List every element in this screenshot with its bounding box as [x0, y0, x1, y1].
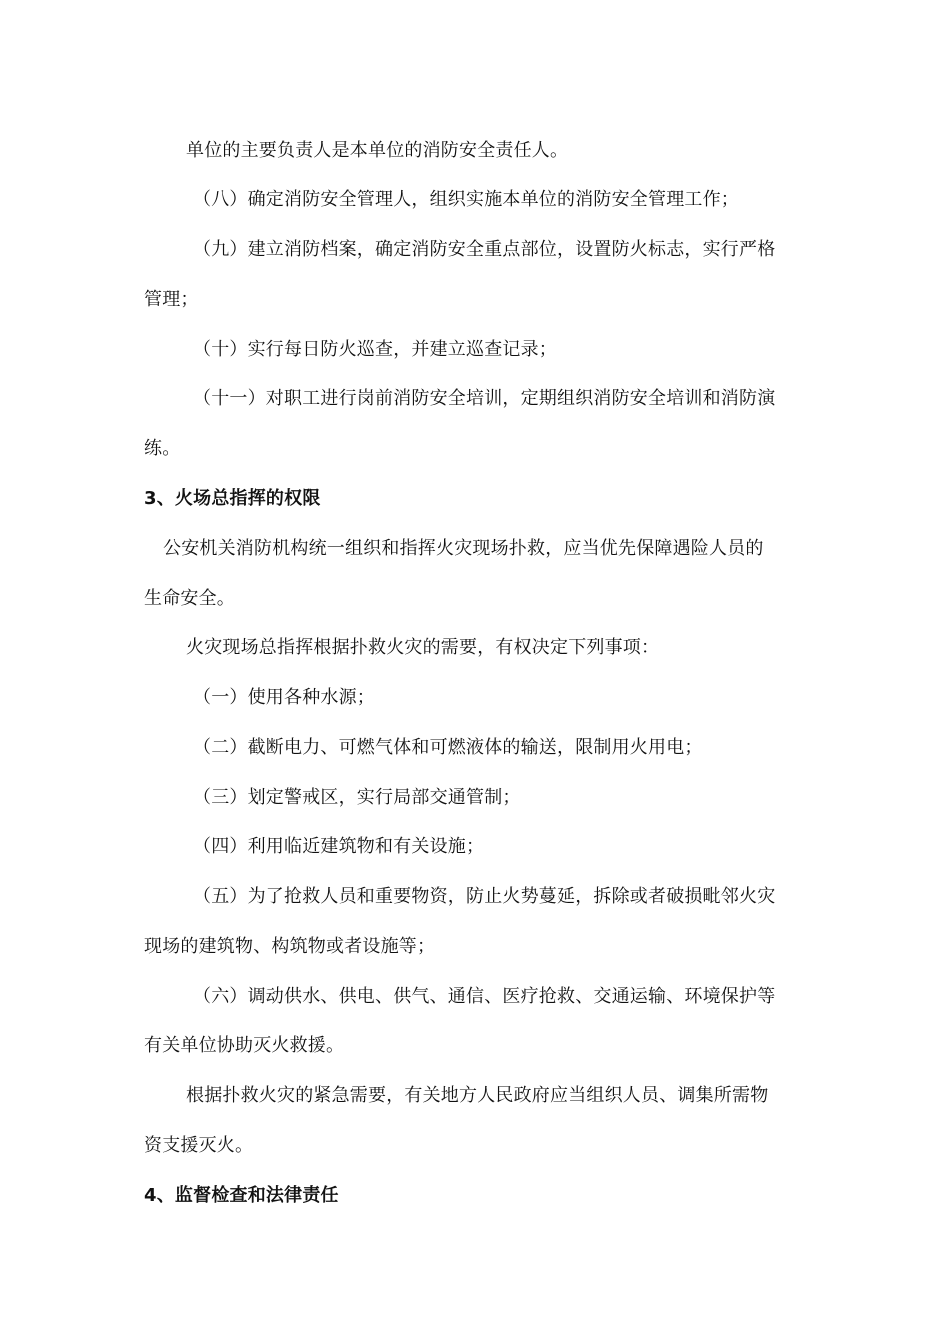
paragraph-line-continued: 资支援灭火。 [144, 1135, 254, 1156]
list-item-2: （二）截断电力、可燃气体和可燃液体的输送，限制用火用电； [193, 737, 703, 758]
list-item-5-continued: 现场的建筑物、构筑物或者设施等； [144, 936, 436, 957]
list-item-9: （九）建立消防档案，确定消防安全重点部位，设置防火标志，实行严格 [193, 239, 776, 260]
list-item-4: （四）利用临近建筑物和有关设施； [193, 836, 485, 857]
list-item-6: （六）调动供水、供电、供气、通信、医疗抢救、交通运输、环境保护等 [193, 986, 776, 1007]
paragraph-line: 单位的主要负责人是本单位的消防安全责任人。 [186, 140, 569, 161]
list-item-6-continued: 有关单位协助灭火救援。 [144, 1035, 345, 1056]
paragraph-line: 根据扑救火灾的紧急需要，有关地方人民政府应当组织人员、调集所需物 [186, 1085, 769, 1106]
list-item-8: （八）确定消防安全管理人，组织实施本单位的消防安全管理工作； [193, 189, 739, 210]
paragraph-line-continued: 生命安全。 [144, 588, 235, 609]
list-item-1: （一）使用各种水源； [193, 687, 375, 708]
list-item-5: （五）为了抢救人员和重要物资，防止火势蔓延，拆除或者破损毗邻火灾 [193, 886, 776, 907]
paragraph-line: 火灾现场总指挥根据扑救火灾的需要，有权决定下列事项： [186, 637, 660, 658]
list-item-3: （三）划定警戒区，实行局部交通管制； [193, 787, 521, 808]
section-heading-3: 3、火场总指挥的权限 [144, 488, 321, 509]
list-item-11: （十一）对职工进行岗前消防安全培训，定期组织消防安全培训和消防演 [193, 388, 776, 409]
list-item-10: （十）实行每日防火巡查，并建立巡查记录； [193, 339, 557, 360]
list-item-11-continued: 练。 [144, 438, 181, 459]
section-heading-4: 4、监督检查和法律责任 [144, 1185, 339, 1206]
list-item-9-continued: 管理； [144, 289, 199, 310]
paragraph-line: 公安机关消防机构统一组织和指挥火灾现场扑救，应当优先保障遇险人员的 [163, 538, 764, 559]
